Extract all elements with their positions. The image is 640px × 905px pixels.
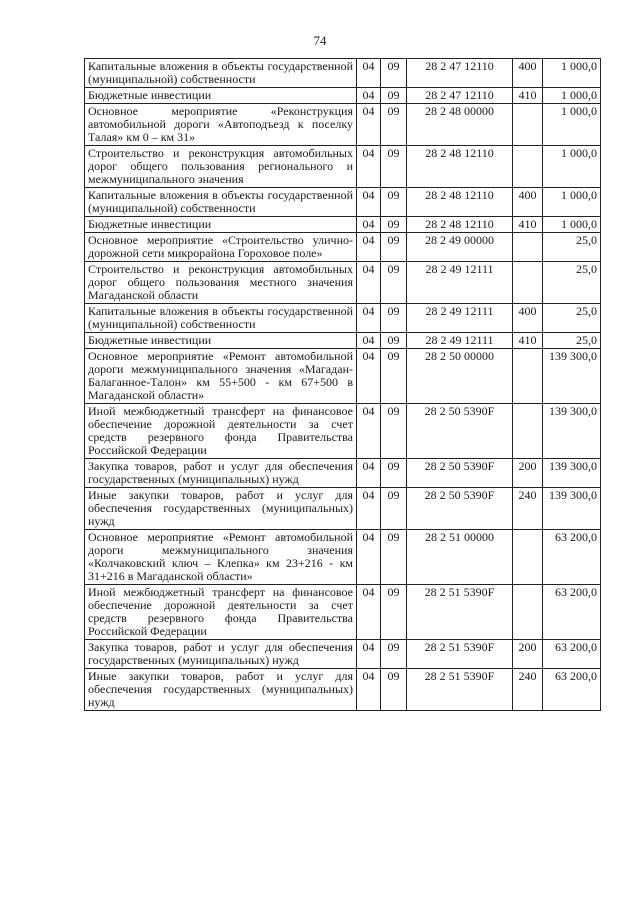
subsection-code-cell: 09 [381, 404, 407, 459]
item-name-cell: Бюджетные инвестиции [85, 88, 357, 104]
target-article-code-cell: 28 2 49 12111 [407, 262, 513, 304]
table-row [85, 349, 601, 404]
item-name-cell: Иной межбюджетный трансферт на финансовое обеспечение дорожной деятельности за счет средств резервного фонда Правительства Российской Федерации [85, 585, 357, 640]
table-row [85, 669, 601, 711]
table-row [85, 104, 601, 146]
table-row [85, 146, 601, 188]
subsection-code-cell: 09 [381, 530, 407, 585]
table-row [85, 304, 601, 333]
subsection-code-cell: 09 [381, 188, 407, 217]
expense-type-code-cell: 410 [513, 88, 543, 104]
target-article-code-cell: 28 2 51 5390F [407, 669, 513, 711]
table-row [85, 585, 601, 640]
section-code-cell: 04 [357, 349, 381, 404]
item-name-cell: Бюджетные инвестиции [85, 217, 357, 233]
amount-cell: 1 000,0 [543, 88, 601, 104]
section-code-cell: 04 [357, 640, 381, 669]
subsection-code-cell: 09 [381, 585, 407, 640]
expense-type-code-cell: 410 [513, 217, 543, 233]
item-name-cell: Бюджетные инвестиции [85, 333, 357, 349]
amount-cell: 25,0 [543, 233, 601, 262]
target-article-code-cell: 28 2 50 5390F [407, 404, 513, 459]
expense-type-code-cell: 240 [513, 669, 543, 711]
subsection-code-cell: 09 [381, 488, 407, 530]
table-row [85, 188, 601, 217]
item-name-cell: Капитальные вложения в объекты государственной (муниципальной) собственности [85, 304, 357, 333]
subsection-code-cell: 09 [381, 640, 407, 669]
section-code-cell: 04 [357, 585, 381, 640]
subsection-code-cell: 09 [381, 88, 407, 104]
expense-type-code-cell: 400 [513, 59, 543, 88]
subsection-code-cell: 09 [381, 459, 407, 488]
item-name-cell: Капитальные вложения в объекты государственной (муниципальной) собственности [85, 188, 357, 217]
section-code-cell: 04 [357, 404, 381, 459]
section-code-cell: 04 [357, 333, 381, 349]
target-article-code-cell: 28 2 47 12110 [407, 88, 513, 104]
item-name-cell: Закупка товаров, работ и услуг для обеспечения государственных (муниципальных) нужд [85, 640, 357, 669]
subsection-code-cell: 09 [381, 333, 407, 349]
target-article-code-cell: 28 2 51 00000 [407, 530, 513, 585]
item-name-cell: Иные закупки товаров, работ и услуг для обеспечения государственных (муниципальных) нужд [85, 488, 357, 530]
target-article-code-cell: 28 2 50 5390F [407, 488, 513, 530]
subsection-code-cell: 09 [381, 233, 407, 262]
subsection-code-cell: 09 [381, 304, 407, 333]
expense-type-code-cell: 240 [513, 488, 543, 530]
amount-cell: 63 200,0 [543, 585, 601, 640]
expense-type-code-cell [513, 585, 543, 640]
amount-cell: 25,0 [543, 304, 601, 333]
table-row [85, 59, 601, 88]
amount-cell: 25,0 [543, 333, 601, 349]
expense-type-code-cell [513, 530, 543, 585]
target-article-code-cell: 28 2 50 00000 [407, 349, 513, 404]
item-name-cell: Основное мероприятие «Ремонт автомобильной дороги межмуниципального значения «Магадан-Балаганное-Талон» км 55+500 - км 67+500 в Магаданской области» [85, 349, 357, 404]
table-body [85, 59, 601, 711]
item-name-cell: Основное мероприятие «Строительство улично-дорожной сети микрорайона Гороховое поле» [85, 233, 357, 262]
section-code-cell: 04 [357, 59, 381, 88]
section-code-cell: 04 [357, 530, 381, 585]
subsection-code-cell: 09 [381, 262, 407, 304]
item-name-cell: Капитальные вложения в объекты государственной (муниципальной) собственности [85, 59, 357, 88]
expense-type-code-cell: 200 [513, 640, 543, 669]
expense-type-code-cell [513, 349, 543, 404]
amount-cell: 1 000,0 [543, 217, 601, 233]
expense-type-code-cell: 400 [513, 304, 543, 333]
amount-cell: 139 300,0 [543, 404, 601, 459]
target-article-code-cell: 28 2 48 12110 [407, 188, 513, 217]
expense-type-code-cell [513, 233, 543, 262]
target-article-code-cell: 28 2 47 12110 [407, 59, 513, 88]
target-article-code-cell: 28 2 50 5390F [407, 459, 513, 488]
table-row [85, 262, 601, 304]
target-article-code-cell: 28 2 49 12111 [407, 333, 513, 349]
item-name-cell: Иные закупки товаров, работ и услуг для обеспечения государственных (муниципальных) нужд [85, 669, 357, 711]
item-name-cell: Иной межбюджетный трансферт на финансовое обеспечение дорожной деятельности за счет средств резервного фонда Правительства Российской Федерации [85, 404, 357, 459]
table-row [85, 333, 601, 349]
target-article-code-cell: 28 2 48 12110 [407, 217, 513, 233]
section-code-cell: 04 [357, 104, 381, 146]
section-code-cell: 04 [357, 669, 381, 711]
table-row [85, 404, 601, 459]
expense-type-code-cell: 200 [513, 459, 543, 488]
section-code-cell: 04 [357, 233, 381, 262]
target-article-code-cell: 28 2 49 00000 [407, 233, 513, 262]
target-article-code-cell: 28 2 48 12110 [407, 146, 513, 188]
amount-cell: 139 300,0 [543, 488, 601, 530]
section-code-cell: 04 [357, 304, 381, 333]
item-name-cell: Строительство и реконструкция автомобильных дорог общего пользования местного значения Магаданской области [85, 262, 357, 304]
expense-type-code-cell: 400 [513, 188, 543, 217]
amount-cell: 1 000,0 [543, 188, 601, 217]
section-code-cell: 04 [357, 146, 381, 188]
amount-cell: 139 300,0 [543, 459, 601, 488]
section-code-cell: 04 [357, 217, 381, 233]
target-article-code-cell: 28 2 51 5390F [407, 640, 513, 669]
expense-type-code-cell [513, 104, 543, 146]
page-number: 74 [313, 33, 327, 48]
subsection-code-cell: 09 [381, 104, 407, 146]
budget-table [84, 58, 601, 711]
amount-cell: 25,0 [543, 262, 601, 304]
expense-type-code-cell [513, 404, 543, 459]
table-row [85, 217, 601, 233]
section-code-cell: 04 [357, 88, 381, 104]
table-row [85, 233, 601, 262]
item-name-cell: Строительство и реконструкция автомобильных дорог общего пользования регионального и межмуниципального значения [85, 146, 357, 188]
section-code-cell: 04 [357, 262, 381, 304]
item-name-cell: Основное мероприятие «Реконструкция автомобильной дороги «Автоподъезд к поселку Талая» км 0 – км 31» [85, 104, 357, 146]
subsection-code-cell: 09 [381, 349, 407, 404]
amount-cell: 63 200,0 [543, 530, 601, 585]
section-code-cell: 04 [357, 459, 381, 488]
target-article-code-cell: 28 2 48 00000 [407, 104, 513, 146]
section-code-cell: 04 [357, 488, 381, 530]
amount-cell: 63 200,0 [543, 640, 601, 669]
table-row [85, 459, 601, 488]
table-row [85, 88, 601, 104]
expense-type-code-cell [513, 262, 543, 304]
amount-cell: 139 300,0 [543, 349, 601, 404]
amount-cell: 63 200,0 [543, 669, 601, 711]
subsection-code-cell: 09 [381, 59, 407, 88]
table-row [85, 640, 601, 669]
expense-type-code-cell: 410 [513, 333, 543, 349]
expense-type-code-cell [513, 146, 543, 188]
item-name-cell: Закупка товаров, работ и услуг для обеспечения государственных (муниципальных) нужд [85, 459, 357, 488]
target-article-code-cell: 28 2 51 5390F [407, 585, 513, 640]
section-code-cell: 04 [357, 188, 381, 217]
subsection-code-cell: 09 [381, 146, 407, 188]
target-article-code-cell: 28 2 49 12111 [407, 304, 513, 333]
subsection-code-cell: 09 [381, 669, 407, 711]
amount-cell: 1 000,0 [543, 59, 601, 88]
amount-cell: 1 000,0 [543, 104, 601, 146]
table-row [85, 530, 601, 585]
amount-cell: 1 000,0 [543, 146, 601, 188]
subsection-code-cell: 09 [381, 217, 407, 233]
item-name-cell: Основное мероприятие «Ремонт автомобильной дороги межмуниципального значения «Колчаковский ключ – Клепка» км 23+216 - км 31+216 в Магаданской области» [85, 530, 357, 585]
table-row [85, 488, 601, 530]
